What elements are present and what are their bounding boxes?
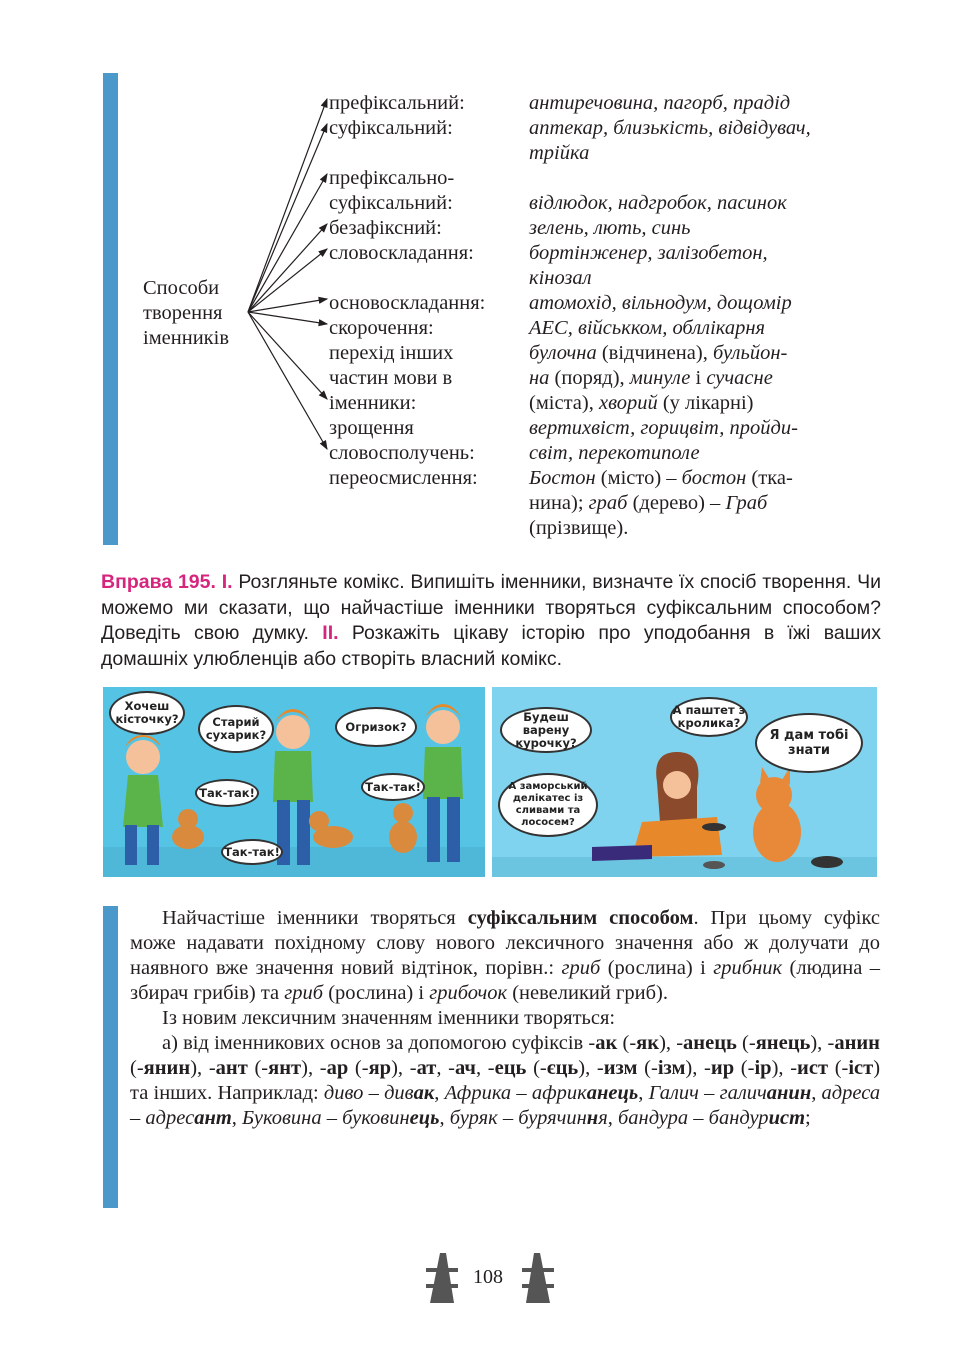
bubble-yes-3: Так-так!	[221, 839, 283, 865]
bubble-yes-2: Так-так!	[361, 773, 425, 801]
scheme-arrow	[248, 224, 327, 312]
comic-panel-right	[492, 687, 877, 877]
page-number: 108	[473, 1266, 503, 1288]
bubble-cracker: Старий сухарик?	[198, 705, 274, 753]
scheme-method-label: іменники:	[329, 392, 417, 414]
scheme-method-label: основоскладання:	[329, 292, 486, 314]
scheme-method-label: суфіксальний:	[329, 192, 453, 214]
scheme-example: атомохід, вільнодум, дощомір	[529, 292, 792, 314]
scheme-example: світ, перекотиполе	[529, 442, 700, 464]
bubble-yes-1: Так-так!	[195, 779, 259, 807]
scheme-arrow	[248, 312, 327, 399]
bubble-core: Огризок?	[335, 707, 417, 747]
scheme-arrow	[248, 299, 327, 312]
scheme-method-label: безафіксний:	[329, 217, 442, 239]
scheme-method-label: переосмислення:	[329, 467, 478, 489]
scheme-example: вертихвіст, горицвіт, пройди-	[529, 417, 798, 439]
scheme-example: аптекар, близькість, відвідувач,	[529, 117, 811, 139]
scheme-example: кінозал	[529, 267, 592, 289]
scheme-arrow	[248, 312, 327, 324]
theory-text	[130, 906, 880, 1131]
bubble-chicken: Будеш варену курочку?	[500, 707, 592, 753]
scheme-method-label: префіксальний:	[329, 92, 465, 114]
scheme-example: булочна (відчинена), бульйон-	[529, 342, 788, 364]
scheme-method-label: суфіксальний:	[329, 117, 453, 139]
exercise-part1-number: I.	[221, 571, 233, 593]
bubble-delicacy: А заморський делікатес із сливами та лососем?	[498, 773, 598, 837]
exercise-part2-number: II.	[322, 622, 339, 644]
bubble-pate: А паштет з кролика?	[670, 697, 748, 737]
scheme-root-label: Способи творення іменників	[143, 277, 230, 349]
theory-paragraph-3: а) від іменникових основ за допомогою суфіксів -ак (-як), -анець (-янець), -анин (-янин), -ант (-янт), -ар (-яр), -ат, -ач, -ець (-єць), -изм (-ізм), -ир (-ір), -ист (-іст) та інших. Наприклад: диво – дивак, Африка – африканець, Галич – галичанин, адреса – адресант, Буковина – буковинець, буряк – бурячиння, бандура – бандурист;	[130, 1032, 881, 1129]
scheme-example: на (поряд), минуле і сучасне	[529, 367, 773, 389]
scheme-example: Бостон (місто) – бостон (тка-	[529, 467, 793, 489]
theory-paragraph-2: Із новим лексичним значенням іменники творяться:	[162, 1007, 616, 1029]
scheme-method-label: частин мови в	[329, 367, 453, 389]
scheme-arrow	[248, 124, 327, 312]
scheme-example: зелень, лють, синь	[529, 217, 691, 239]
scheme-method-label: словосполучень:	[329, 442, 475, 464]
scheme-method-label: префіксально-	[329, 167, 455, 189]
scheme-method-label: зрощення	[329, 417, 414, 439]
scheme-arrow	[248, 312, 327, 449]
bubble-bone: Хочеш кісточку?	[109, 691, 185, 735]
theory-paragraph-1: Найчастіше іменники творяться суфіксальним способом. При цьому суфікс може надавати похідному слову нового лексичного значення або ж долучати до наявного вже значення новий відтінок, порівн.: гриб (рослина) і грибник (людина – збирач грибів) та гриб (рослина) і грибочок (невеликий гриб).	[130, 907, 881, 1004]
scheme-arrow	[248, 174, 327, 312]
scheme-method-label: перехід інших	[329, 342, 454, 364]
scheme-example: відлюдок, надгробок, пасинок	[529, 192, 787, 214]
scheme-example: АЕС, військком, обллікарня	[529, 317, 766, 339]
exercise-part1-text: Розгляньте комікс. Випишіть іменники, визначте їх спосіб творення. Чи можемо ми сказати, що найчастіше іменники творяться суфіксальним способом? Доведіть свою думку.	[101, 571, 882, 644]
theory-accent-bar	[103, 906, 118, 1208]
exercise-title: Вправа 195.	[101, 571, 216, 593]
scheme-arrows	[0, 0, 963, 560]
exercise-part2-text: Розкажіть цікаву історію про уподобання в їжі ваших домашніх улюбленців або створіть власний комікс.	[101, 622, 881, 670]
scheme-example: антиречовина, пагорб, прадід	[529, 92, 791, 114]
scheme-example: нина); граб (дерево) – Граб	[529, 492, 768, 514]
exercise-195	[101, 570, 881, 672]
scheme-example: (міста), хворий (у лікарні)	[529, 392, 754, 414]
scheme-example: трійка	[529, 142, 590, 164]
bubble-let-you-know: Я дам тобі знати	[755, 713, 863, 773]
scheme-method-label: скорочення:	[329, 317, 434, 339]
comic-panel-left	[103, 687, 485, 877]
scheme-example: (прізвище).	[529, 517, 629, 539]
scheme-example: бортінженер, залізобетон,	[529, 242, 768, 264]
scheme-method-label: словоскладання:	[329, 242, 474, 264]
